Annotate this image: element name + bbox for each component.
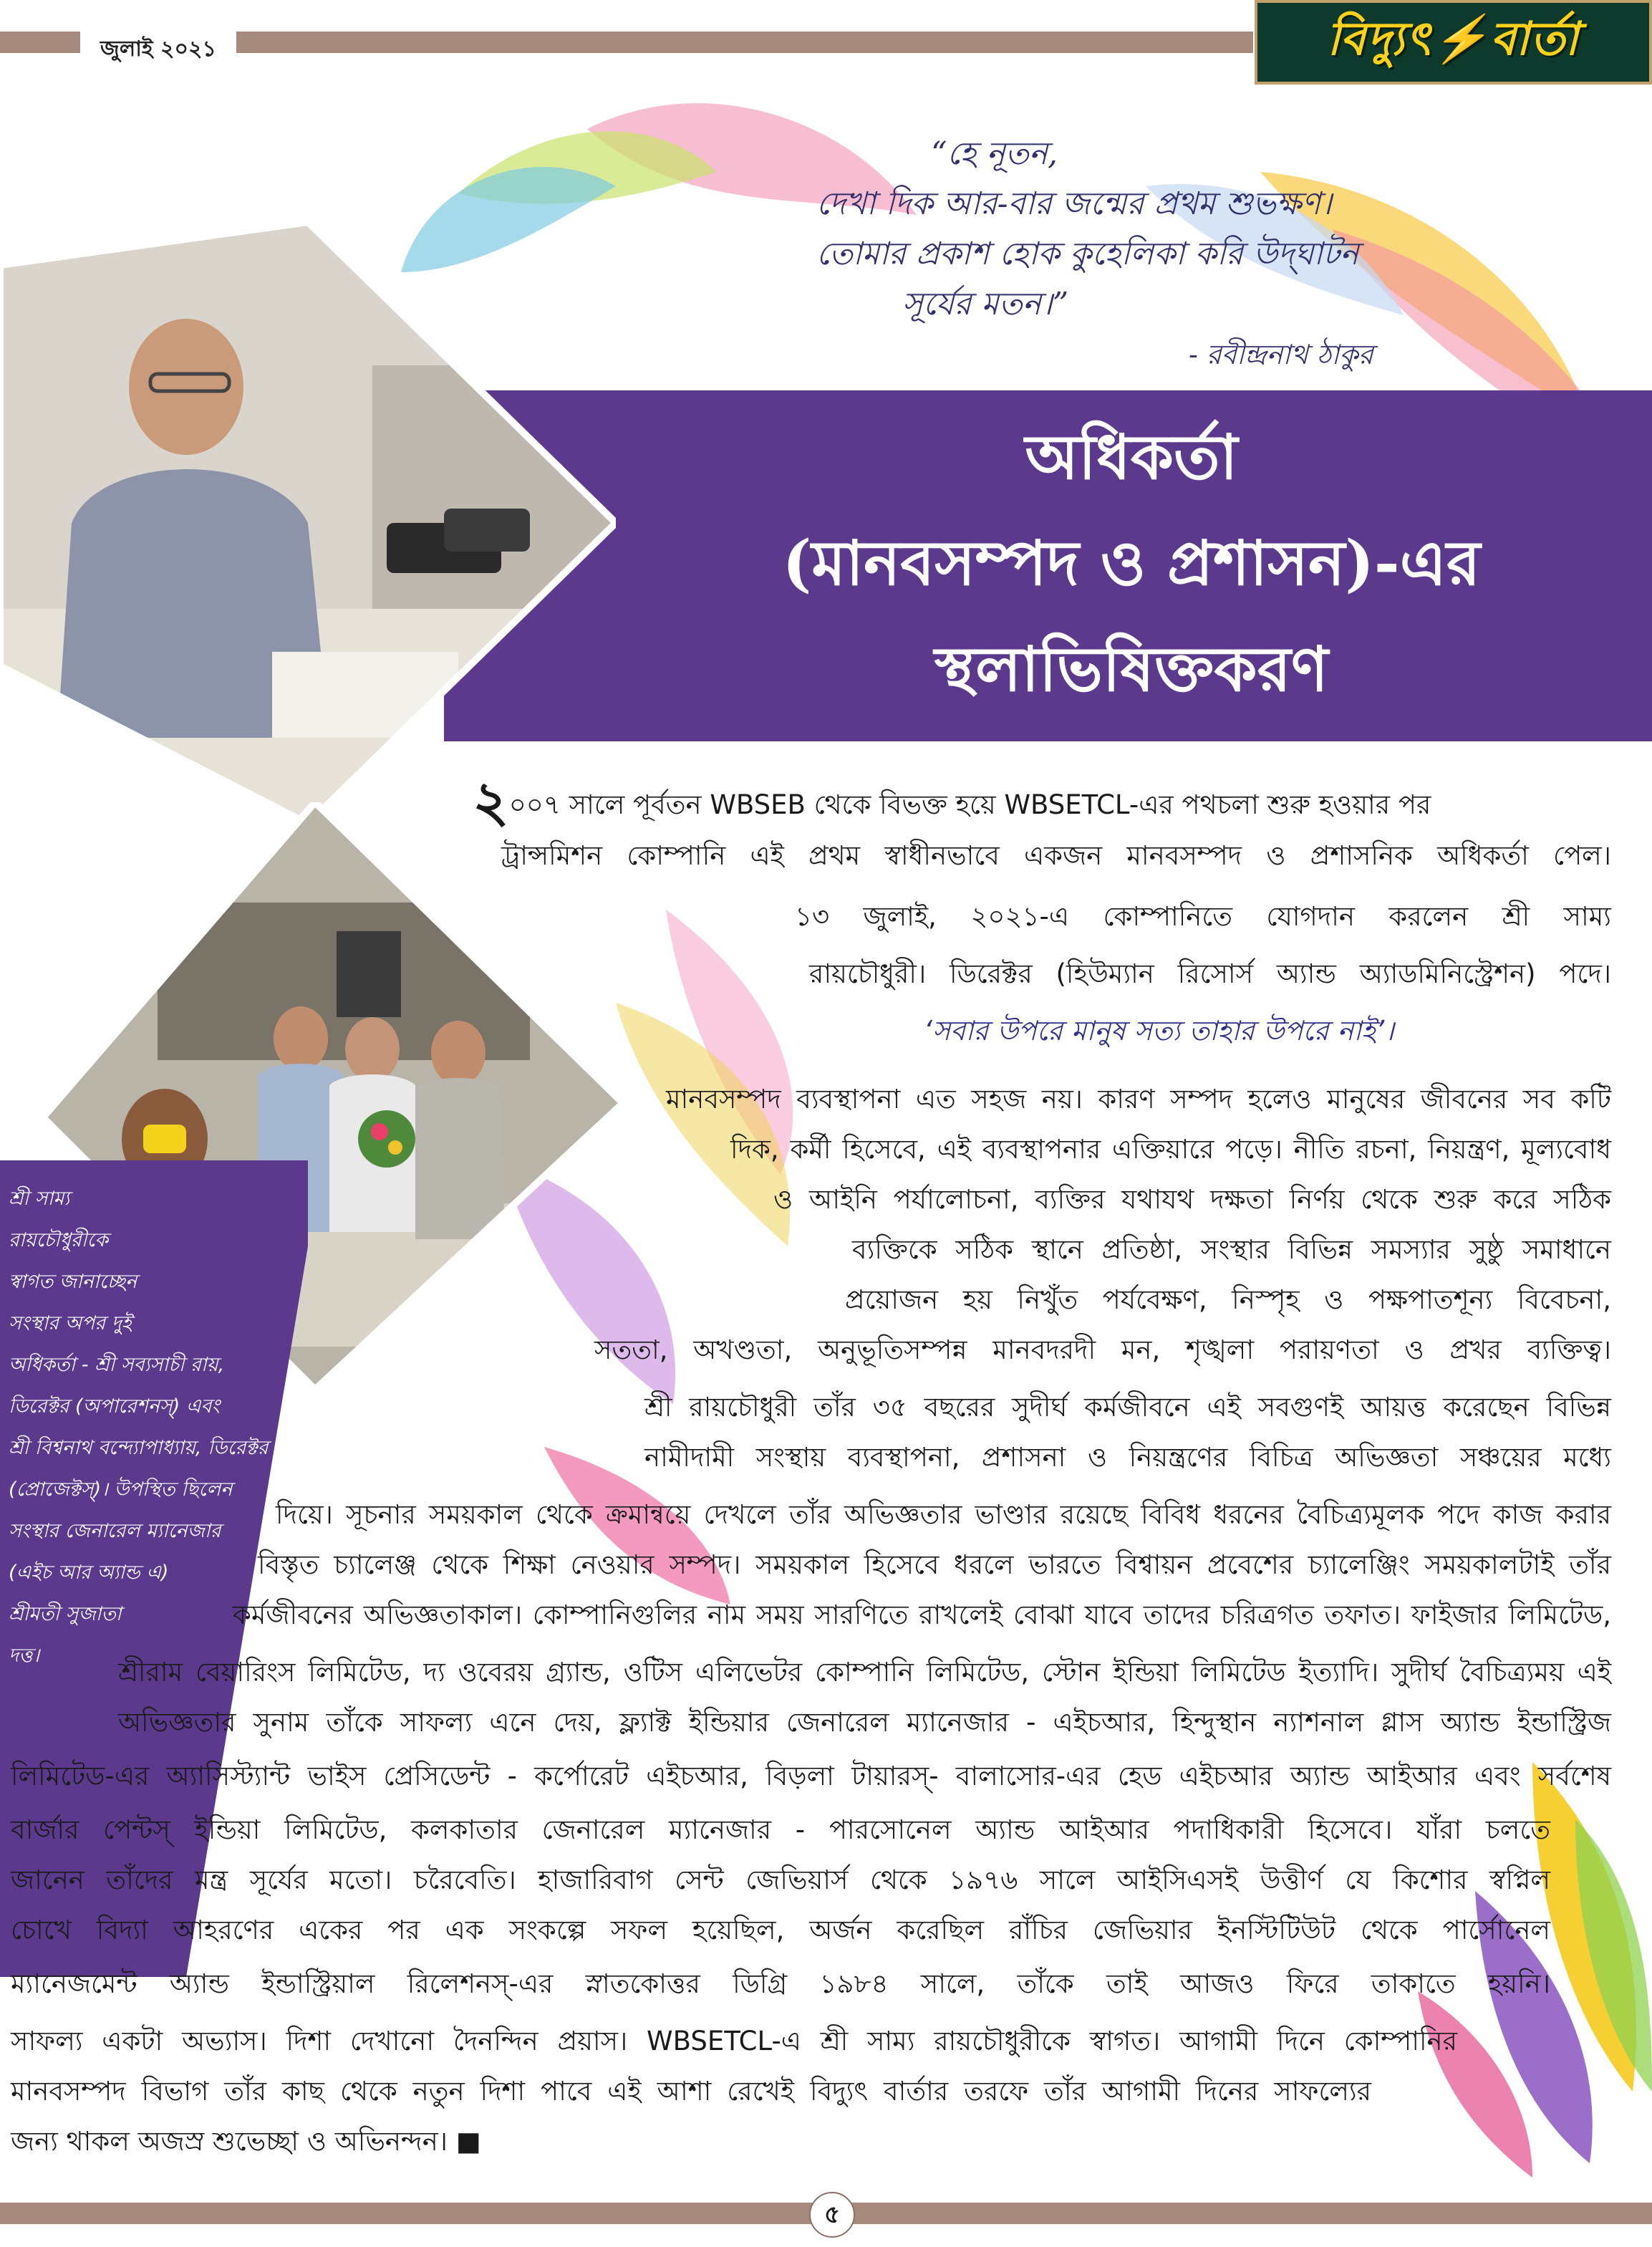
body-line: মানবসম্পদ বিভাগ তাঁর কাছ থেকে নতুন দিশা পাবে এই আশা রেখেই বিদ্যুৎ বার্তার তরফে তাঁর আগামী দিনের সাফল্যের (11, 2076, 1371, 2107)
body-line: শ্রীরাম বেয়ারিংস লিমিটেড, দ্য ওবেরয় গ্র্যান্ড, ওটিস এলিভেটর কোম্পানি লিমিটেড, স্টোন ইন্ডিয়া লিমিটেড ইত্যাদি। সুদীর্ঘ বৈচিত্র্যময় এই (118, 1657, 1611, 1688)
caption-line: অধিকর্তা - শ্রী সব্যসাচী রায়, (9, 1354, 225, 1376)
drop-cap: ২ (473, 770, 509, 834)
caption-line: দত্ত। (9, 1645, 40, 1667)
issue-date: জুলাই ২০২১ (80, 29, 236, 71)
body-line: দিয়ে। সূচনার সময়কাল থেকে ক্রমান্বয়ে দেখলে তাঁর অভিজ্ঞতার ভাণ্ডার রয়েছে বিবিধ ধরনের বৈচিত্র্যমূলক পদে কাজ করার (276, 1499, 1611, 1530)
article-line (473, 770, 1611, 834)
intro-line: ১৩ জুলাই, ২০২১-এ কোম্পানিতে যোগদান করলেন শ্রী সাম্য (795, 901, 1611, 932)
inline-quote: ‘সবার উপরে মানুষ সত্য তাহার উপরে নাই’। (924, 1015, 1394, 1046)
caption-line: ডিরেক্টর (অপারেশনস্) এবং (9, 1395, 221, 1418)
poem-quote (816, 129, 1532, 380)
caption-line: সংস্থার জেনারেল ম্যানেজার (9, 1520, 221, 1542)
page-number: ৫ (809, 2192, 855, 2238)
body-line: জানেন তাঁদের মন্ত্র সূর্যের মতো। চরৈবেতি। হাজারিবাগ সেন্ট জেভিয়ার্স থেকে ১৯৭৬ সালে আইসিএসই উত্তীর্ণ যে কিশোর স্বপ্নিল (11, 1865, 1550, 1895)
caption-line: শ্রী বিশ্বনাথ বন্দ্যোপাধ্যায়, ডিরেক্টর (9, 1437, 269, 1459)
body-line: ও আইনি পর্যালোচনা, ব্যক্তির যথাযথ দক্ষতা নির্ণয় থেকে শুরু করে সঠিক (773, 1184, 1611, 1215)
caption-line: (প্রোজেক্টস্)। উপস্থিত ছিলেন (9, 1478, 233, 1501)
quote-line: দেখা দিক আর-বার জন্মের প্রথম শুভক্ষণ। (816, 186, 1332, 222)
portrait-photo (0, 222, 616, 824)
body-line: সাফল্য একটা অভ্যাস। দিশা দেখানো দৈনন্দিন প্রয়াস। WBSETCL-এ শ্রী সাম্য রায়চৌধুরীকে স্বাগত। আগামী দিনে কোম্পানির (11, 2026, 1457, 2056)
caption-line: শ্রীমতী সুজাতা (9, 1603, 122, 1625)
body-line: নামীদামী সংস্থায় ব্যবস্থাপনা, প্রশাসনা ও নিয়ন্ত্রণের বিচিত্র অভিজ্ঞতা সঞ্চয়ের মধ্যে (644, 1442, 1611, 1473)
quote-line: সূর্যের মতন।” (902, 286, 1069, 322)
title-line: (মানবসম্পদ ও প্রশাসন)-এর (782, 527, 1481, 600)
caption-line: (এইচ আর অ্যান্ড এ) (9, 1562, 169, 1584)
caption-line: স্বাগত জানাচ্ছেন (9, 1271, 137, 1293)
body-line: বার্জার পেন্টস্ ইন্ডিয়া লিমিটেড, কলকাতার জেনারেল ম্যানেজার - পারসোনেল অ্যান্ড আইআর পদাধিকারী হিসেবে। যাঁরা চলতে (11, 1814, 1550, 1845)
magazine-logo (1255, 0, 1652, 85)
logo-text: বিদ্যুৎ⚡বার্তা (1327, 11, 1580, 66)
body-line: অভিজ্ঞতার সুনাম তাঁকে সাফল্য এনে দেয়, ফ্ল্যাক্ট ইন্ডিয়ার জেনারেল ম্যানেজার - এইচআর, হিন্দুস্থান ন্যাশনাল গ্লাস অ্যান্ড ইন্ডাস্ট্রিজ (118, 1707, 1611, 1738)
body-line: জন্য থাকল অজস্র শুভেচ্ছা ও অভিনন্দন। ■ (11, 2126, 481, 2157)
intro-line: ০০৭ সালে পূর্বতন WBSEB থেকে বিভক্ত হয়ে WBSETCL-এর পথচলা শুরু হওয়ার পর (508, 789, 1431, 820)
quote-attribution: - রবীন্দ্রনাথ ঠাকুর (1189, 339, 1373, 370)
caption-line: রায়চৌধুরীকে (9, 1229, 109, 1251)
title-line: অধিকর্তা (1025, 421, 1238, 494)
body-line: লিমিটেড-এর অ্যাসিস্ট্যান্ট ভাইস প্রেসিডেন্ট - কর্পোরেট এইচআর, বিড়লা টায়ারস্- বালাসোর-এর হেড এইচআর অ্যান্ড আইআর এবং সর্বশেষ (11, 1761, 1611, 1791)
caption-line: সংস্থার অপর দুই (9, 1312, 132, 1334)
caption-line: শ্রী সাম্য (9, 1188, 70, 1210)
body-line: শ্রী রায়চৌধুরী তাঁর ৩৫ বছরের সুদীর্ঘ কর্মজীবনে এই সবগুণই আয়ত্ত করেছেন বিভিন্ন (644, 1392, 1611, 1423)
intro-line: রায়চৌধুরী। ডিরেক্টর (হিউম্যান রিসোর্স অ্যান্ড অ্যাডমিনিস্ট্রেশন) পদে। (809, 958, 1611, 989)
body-line: বিস্তৃত চ্যালেঞ্জ থেকে শিক্ষা নেওয়ার সম্পদ। সময়কাল হিসেবে ধরলে ভারতে বিশ্বায়ন প্রবেশের চ্যালেঞ্জিং সময়কালটাই তাঁর (258, 1549, 1611, 1580)
body-line: প্রয়োজন হয় নিখুঁত পর্যবেক্ষণ, নিস্পৃহ ও পক্ষপাতশূন্য বিবেচনা, (845, 1284, 1611, 1315)
body-line: চোখে বিদ্যা আহরণের একের পর এক সংকল্পে সফল হয়েছিল, অর্জন করেছিল রাঁচির জেভিয়ার ইনস্টিটিউট থেকে পার্সোনেল (11, 1915, 1550, 1945)
body-line: ম্যানেজমেন্ট অ্যান্ড ইন্ডাস্ট্রিয়াল রিলেশনস্-এর স্নাতকোত্তর ডিগ্রি ১৯৮৪ সালে, তাঁকে তাই আজও ফিরে তাকাতে হয়নি। (11, 1968, 1550, 1999)
quote-line: “হে নূতন, (931, 135, 1058, 172)
body-line: মানবসম্পদ ব্যবস্থাপনা এত সহজ নয়। কারণ সম্পদ হলেও মানুষের জীবনের সব কটি (666, 1084, 1611, 1115)
body-line: সততা, অখণ্ডতা, অনুভূতিসম্পন্ন মানবদরদী মন, শৃঙ্খলা পরায়ণতা ও প্রখর ব্যক্তিত্ব। (594, 1334, 1611, 1365)
body-line: দিক, কর্মী হিসেবে, এই ব্যবস্থাপনার এক্তিয়ারে পড়ে। নীতি রচনা, নিয়ন্ত্রণ, মূল্যবোধ (730, 1134, 1611, 1165)
body-line: ব্যক্তিকে সঠিক স্থানে প্রতিষ্ঠা, সংস্থার বিভিন্ন সমস্যার সুষ্ঠু সমাধানে (852, 1234, 1611, 1265)
quote-line: তোমার প্রকাশ হোক কুহেলিকা করি উদ্‌ঘাটন (816, 236, 1359, 272)
title-line: স্থলাভিষিক্তকরণ (934, 633, 1328, 706)
page-title (616, 405, 1647, 723)
intro-line: ট্রান্সমিশন কোম্পানি এই প্রথম স্বাধীনভাবে একজন মানবসম্পদ ও প্রশাসনিক অধিকর্তা পেল। (501, 840, 1611, 871)
body-line: কর্মজীবনের অভিজ্ঞতাকাল। কোম্পানিগুলির নাম সময় সারণিতে রাখলেই বোঝা যাবে তাদের চরিত্রগত তফাত। ফাইজার লিমিটেড, (233, 1599, 1611, 1630)
